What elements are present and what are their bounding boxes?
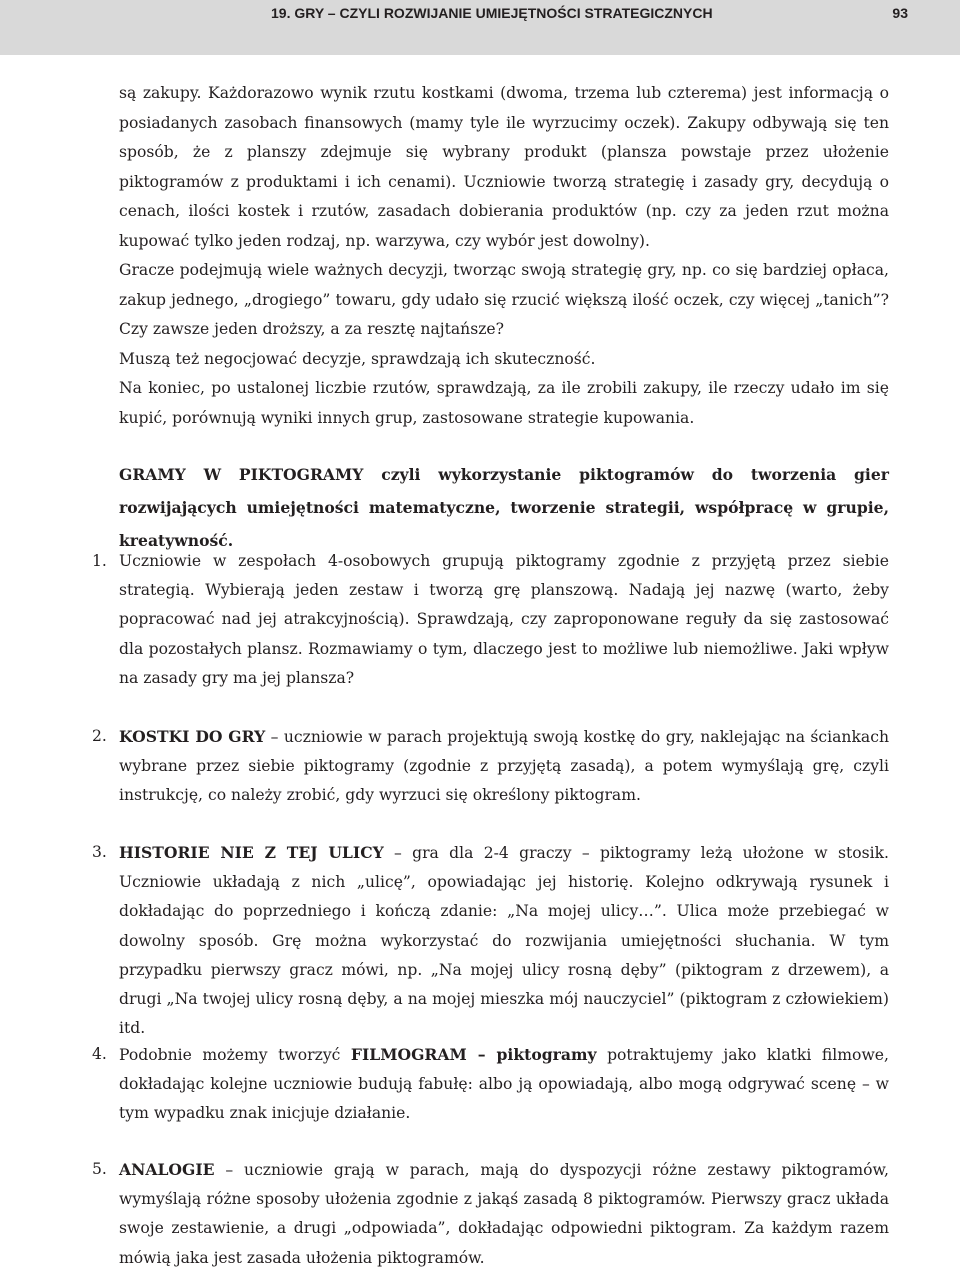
list-item-number: 4. (92, 1045, 107, 1063)
chapter-title: 19. GRY – CZYLI ROZWIJANIE UMIEJĘTNOŚCI STRATEGICZNYCH (271, 5, 713, 21)
list-item-keyword: FILMOGRAM – piktogramy (350, 1045, 597, 1064)
intro-paragraph-4: Na koniec, po ustalonej liczbie rzutów, sprawdzają, za ile zrobili zakupy, ile rzeczy udało im się kupić, porównują wyniki innych grup, zastosowane strategie kupowania. (119, 379, 889, 427)
intro-text (119, 79, 889, 433)
list-item-text: – uczniowie w parach projektują swoją kostkę do gry, naklejając na ściankach wybrane przez siebie piktogramy (zgodnie z przyjętą zasadą), a potem wymyślają grę, czyli instrukcję, co należy zrobić, gdy wyrzuci się określony piktogram. (119, 728, 889, 805)
list-item-number: 3. (92, 843, 107, 861)
list-item-number: 1. (92, 552, 107, 570)
page-number: 93 (892, 5, 908, 21)
intro-paragraph-2: Gracze podejmują wiele ważnych decyzji, tworząc swoją strategię gry, np. co się bardziej opłaca, zakup jednego, „drogiego” towaru, gdy udało się rzucić większą ilość oczek, czy więcej „tanich”? Czy zawsze jeden droższy, a za resztę najtańsze? (119, 261, 889, 338)
list-item-text: Uczniowie w zespołach 4-osobowych grupują piktogramy zgodnie z przyjętą przez siebie strategią. Wybierają jeden zestaw i tworzą grę planszową. Nadają jej nazwę (warto, żeby popracować nad jej atrakcyjnością). Sprawdzają, czy zaproponowane reguły da się zastosować dla pozostałych plansz. Rozmawiamy o tym, dlaczego jest to możliwe lub niemożliwe. Jaki wpływ na zasady gry ma jej plansza? (119, 552, 889, 687)
list-item (92, 547, 889, 693)
list-item (92, 1040, 889, 1129)
list-item-keyword: KOSTKI DO GRY (119, 727, 266, 746)
list-item-number: 2. (92, 727, 107, 745)
list-item-text: potraktujemy jako klatki filmowe, dokładając kolejne uczniowie budują fabułę: albo ją opowiadają, albo mogą odgrywać scenę – w tym wypadku znak inicjuje działanie. (119, 1046, 889, 1123)
list-item-keyword: HISTORIE NIE Z TEJ ULICY (119, 843, 384, 862)
running-header (0, 0, 960, 55)
intro-paragraph-1: są zakupy. Każdorazowo wynik rzutu kostkami (dwoma, trzema lub czterema) jest informacją o posiadanych zasobach finansowych (mamy tyle ile wyrzucimy oczek). Zakupy odbywają się ten sposób, że z planszy zdejmuje się wybrany produkt (plansza powstaje przez ułożenie piktogramów z produktami i ich cenami). Uczniowie tworzą strategię i zasady gry, decydują o cenach, ilości kostek i rzutów, zasadach dobierania produktów (np. czy za jeden rzut można kupować tylko jeden rodzaj, np. warzywa, czy wybór jest dowolny). (119, 84, 889, 250)
section-heading: GRAMY W PIKTOGRAMY czyli wykorzystanie piktogramów do tworzenia gier rozwijających umiejętności matematyczne, tworzenie strategii, współpracę w grupie, kreatywność. (119, 465, 889, 550)
list-item-pretext: Podobnie możemy tworzyć (119, 1046, 351, 1064)
list-item-keyword: ANALOGIE (119, 1160, 215, 1179)
list-item-number: 5. (92, 1160, 107, 1178)
list-item-text: – uczniowie grają w parach, mają do dyspozycji różne zestawy piktogramów, wymyślają różne sposoby ułożenia zgodnie z jakąś zasadą 8 piktogramów. Pierwszy gracz układa swoje zestawienie, a drugi „odpowiada”, dokładając odpowiedni piktogram. Za każdym razem mówią jaka jest zasada ułożenia piktogramów. (119, 1161, 889, 1267)
list-item (92, 1155, 889, 1273)
list-item-text: – gra dla 2-4 graczy – piktogramy leżą ułożone w stosik. Uczniowie układają z nich „ulicę”, opowiadając jej historię. Kolejno odkrywają rysunek i dokładając do poprzedniego i kończą zdanie: „Na mojej ulicy…”. Ulica może przebiegać w dowolny sposób. Grę można wykorzystać do rozwijania umiejętności słuchania. W tym przypadku pierwszy gracz mówi, np. „Na mojej ulicy rosną dęby” (piktogram z drzewem), a drugi „Na twojej ulicy rosną dęby, a na mojej mieszka mój nauczyciel” (piktogram z człowiekiem) itd. (119, 844, 889, 1038)
list-item (92, 838, 889, 1043)
intro-paragraph-3: Muszą też negocjować decyzje, sprawdzają ich skuteczność. (119, 349, 596, 368)
list-item (92, 722, 889, 811)
